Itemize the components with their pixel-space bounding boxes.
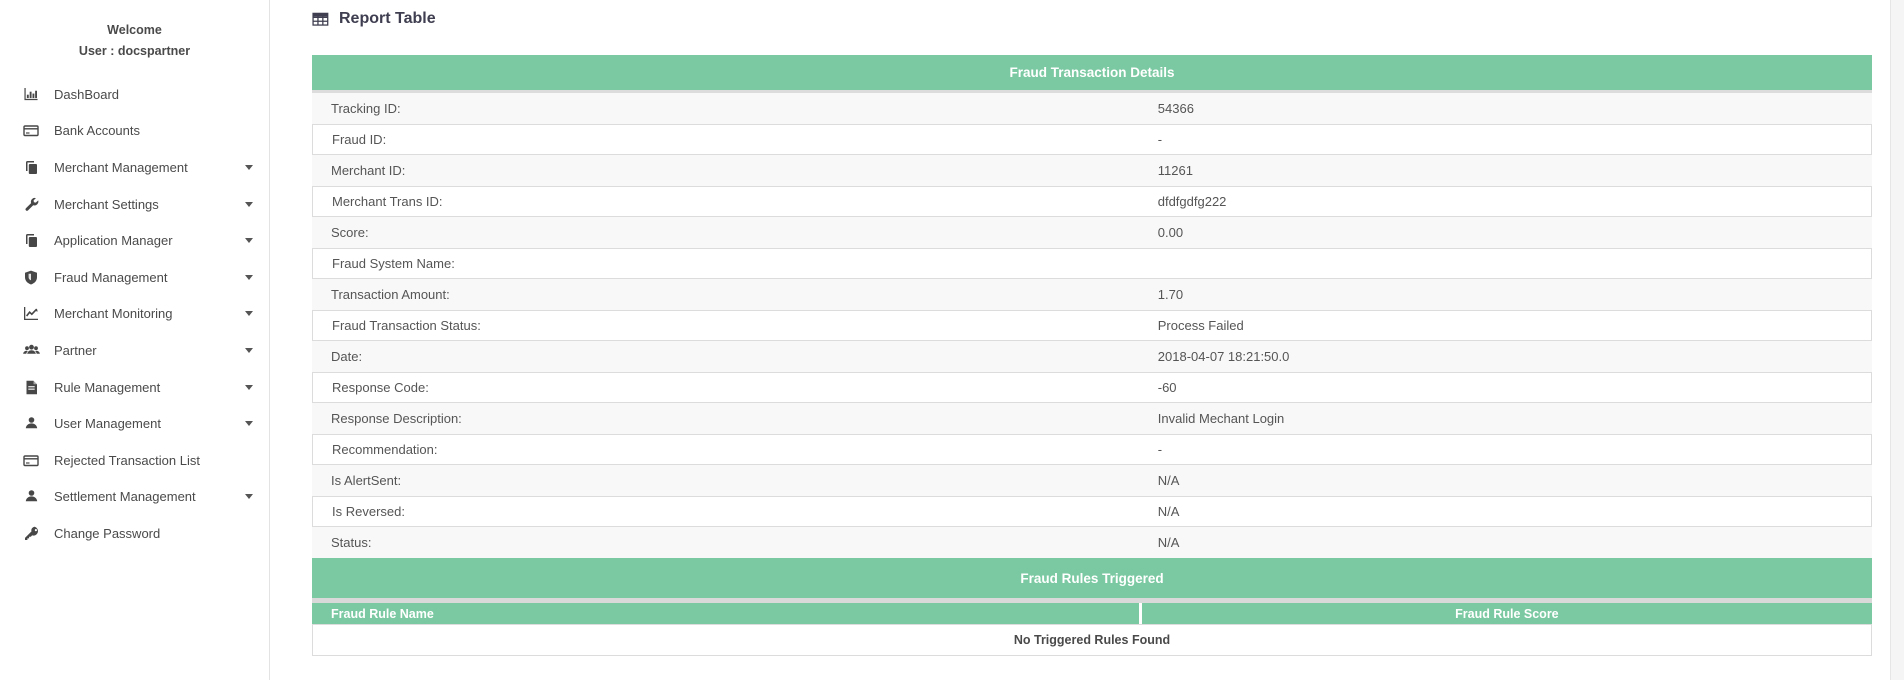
table-row-fraud-id: [312, 124, 1872, 155]
sidebar-item-label: Change Password: [54, 525, 161, 541]
table-row-recommendation: [312, 434, 1872, 465]
row-value: -: [1157, 442, 1163, 457]
table-row-is-reversed: [312, 496, 1872, 527]
sidebar-item-rule-management[interactable]: [0, 369, 269, 406]
row-value: 0.00: [1157, 225, 1184, 240]
sidebar-item-bank-accounts[interactable]: [0, 113, 269, 150]
row-label: Merchant ID:: [331, 163, 406, 178]
chevron-down-icon: [245, 202, 253, 207]
chevron-down-icon: [245, 165, 253, 170]
row-value: N/A: [1157, 535, 1180, 550]
row-value: 54366: [1157, 101, 1194, 116]
sidebar-nav: [0, 76, 269, 552]
sidebar-item-application-manager[interactable]: [0, 222, 269, 259]
table-row-date: [312, 341, 1872, 372]
sidebar-item-rejected-transaction-list[interactable]: [0, 442, 269, 479]
key-icon: [21, 526, 41, 541]
row-label: Score:: [331, 225, 369, 240]
table-row-fraud-system-name: [312, 248, 1872, 279]
row-value: dfdfgdfg222: [1157, 194, 1227, 209]
sidebar-item-label: User Management: [54, 416, 161, 432]
sidebar-item-label: Partner: [54, 342, 97, 358]
welcome-block: [0, 20, 269, 61]
row-value: 1.70: [1157, 287, 1184, 302]
row-label: Date:: [331, 349, 363, 364]
row-value: Invalid Mechant Login: [1157, 411, 1285, 426]
row-label: Fraud ID:: [332, 132, 387, 147]
sidebar-item-label: Rejected Transaction List: [54, 452, 200, 468]
row-value: -60: [1157, 380, 1177, 395]
sidebar-item-settlement-management[interactable]: [0, 479, 269, 516]
rules-header: Fraud Rules Triggered: [312, 558, 1872, 598]
row-value: 11261: [1157, 163, 1193, 178]
sidebar-item-label: DashBoard: [54, 86, 120, 102]
sidebar-item-label: Application Manager: [54, 233, 173, 249]
row-label: Is Reversed:: [332, 504, 405, 519]
page-title-text: Report Table: [339, 10, 436, 27]
table-row-fraud-transaction-status: [312, 310, 1872, 341]
sidebar-item-dashboard[interactable]: [0, 76, 269, 113]
row-label: Tracking ID:: [331, 101, 401, 116]
row-label: Status:: [331, 535, 372, 550]
sidebar: [0, 0, 270, 680]
shield-icon: [21, 270, 41, 285]
user-icon: [21, 416, 41, 431]
copy-icon: [21, 233, 41, 248]
copy-icon: [21, 160, 41, 175]
row-label: Fraud System Name:: [332, 256, 455, 271]
sidebar-item-merchant-management[interactable]: [0, 149, 269, 186]
welcome-user: User : docspartner: [78, 43, 191, 58]
row-value: N/A: [1157, 504, 1180, 519]
rules-col-score-header: Fraud Rule Score: [1142, 603, 1872, 624]
row-label: Response Code:: [332, 380, 429, 395]
sidebar-item-label: Bank Accounts: [54, 123, 140, 139]
table-row-merchant-trans-id: [312, 186, 1872, 217]
sidebar-item-label: Merchant Monitoring: [54, 306, 173, 322]
row-value: N/A: [1157, 473, 1180, 488]
chevron-down-icon: [245, 494, 253, 499]
credit-card-icon: [21, 123, 41, 138]
table-row-status: [312, 527, 1872, 558]
main-content: [271, 0, 1904, 680]
welcome-text: Welcome: [107, 23, 162, 37]
credit-card-icon: [21, 453, 41, 468]
line-chart-icon: [21, 306, 41, 321]
details-header: Fraud Transaction Details: [312, 55, 1872, 93]
chevron-down-icon: [245, 311, 253, 316]
sidebar-item-merchant-monitoring[interactable]: [0, 296, 269, 333]
sidebar-item-change-password[interactable]: [0, 515, 269, 552]
table-row-score: [312, 217, 1872, 248]
row-label: Fraud Transaction Status:: [332, 318, 481, 333]
sidebar-item-label: Rule Management: [54, 379, 161, 395]
sidebar-item-user-management[interactable]: [0, 405, 269, 442]
sidebar-item-fraud-management[interactable]: [0, 259, 269, 296]
row-label: Recommendation:: [332, 442, 438, 457]
sidebar-item-label: Merchant Settings: [54, 196, 159, 212]
sidebar-item-label: Settlement Management: [54, 489, 196, 505]
sidebar-item-label: Fraud Management: [54, 269, 168, 285]
table-row-transaction-amount: [312, 279, 1872, 310]
page-title: [312, 8, 1904, 30]
chevron-down-icon: [245, 238, 253, 243]
row-label: Response Description:: [331, 411, 462, 426]
row-label: Transaction Amount:: [331, 287, 450, 302]
table-row-merchant-id: [312, 155, 1872, 186]
row-value: Process Failed: [1157, 318, 1244, 333]
row-label: Merchant Trans ID:: [332, 194, 443, 209]
chevron-down-icon: [245, 348, 253, 353]
row-label: Is AlertSent:: [331, 473, 402, 488]
wrench-icon: [21, 197, 41, 212]
bar-chart-icon: [21, 87, 41, 102]
table-row-response-code: [312, 372, 1872, 403]
file-text-icon: [21, 380, 41, 395]
sidebar-item-partner[interactable]: [0, 332, 269, 369]
table-row-is-alertsent: [312, 465, 1872, 496]
report-table: [312, 55, 1872, 656]
chevron-down-icon: [245, 275, 253, 280]
table-row-tracking-id: [312, 93, 1872, 124]
rules-col-name-header: Fraud Rule Name: [312, 603, 1139, 624]
row-value: 2018-04-07 18:21:50.0: [1157, 349, 1290, 364]
rules-empty-message: No Triggered Rules Found: [312, 624, 1872, 656]
rules-column-headers: [312, 603, 1872, 624]
table-row-response-description: [312, 403, 1872, 434]
chevron-down-icon: [245, 385, 253, 390]
user-icon: [21, 489, 41, 504]
vertical-scrollbar[interactable]: [1890, 0, 1904, 680]
row-value: -: [1157, 132, 1163, 147]
sidebar-item-label: Merchant Management: [54, 159, 188, 175]
sidebar-item-merchant-settings[interactable]: [0, 186, 269, 223]
table-grid-icon: [312, 11, 329, 27]
users-icon: [21, 343, 41, 358]
chevron-down-icon: [245, 421, 253, 426]
